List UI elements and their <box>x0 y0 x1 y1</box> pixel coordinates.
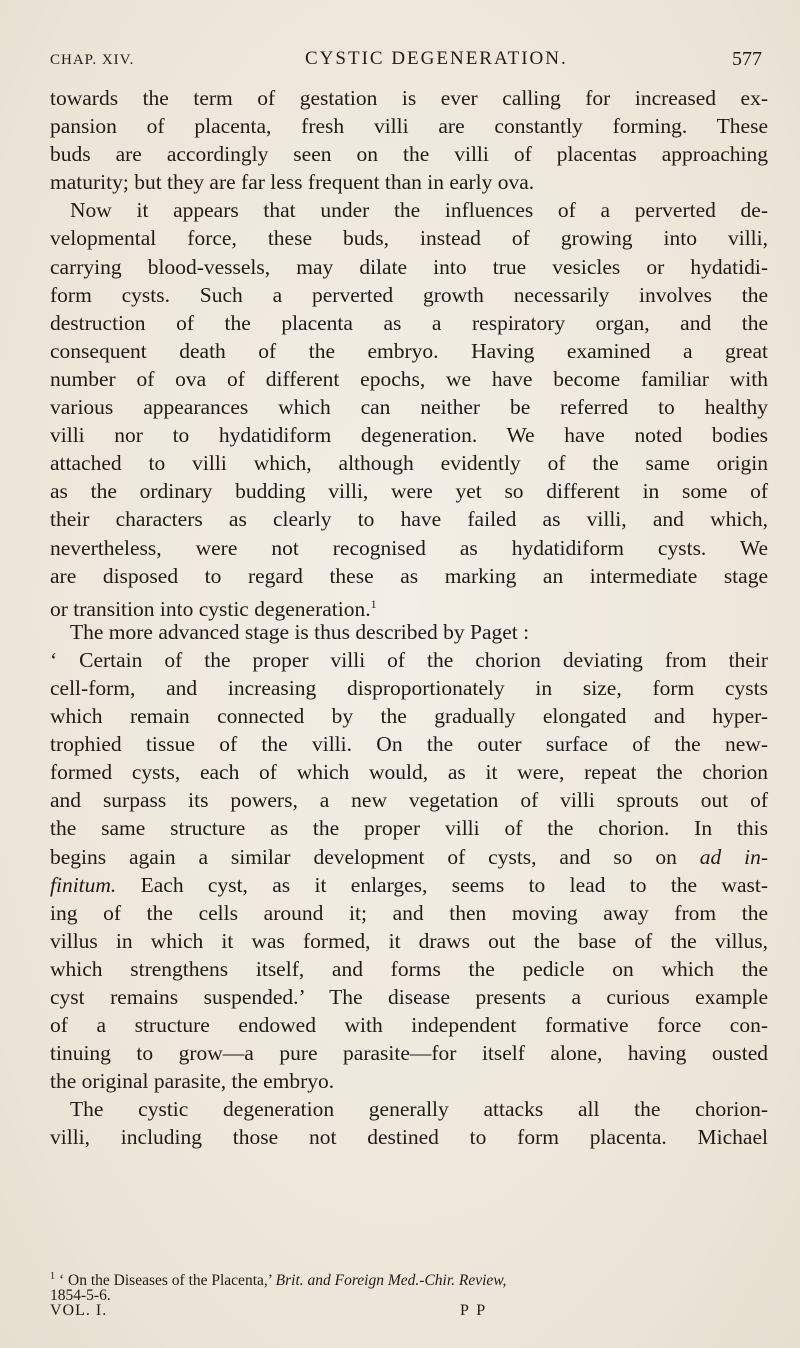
text-line <box>50 590 768 621</box>
line-text: towards the term of gestation is ever calling for increased ex- <box>50 86 768 110</box>
text-line <box>50 393 768 421</box>
chapter-label: CHAP. XIV. <box>50 52 135 68</box>
text-line <box>50 421 768 449</box>
signature-mark: P P <box>460 1302 488 1319</box>
text-line <box>50 730 768 758</box>
line-text: formed cysts, each of which would, as it were, repeat the chorion <box>50 760 768 785</box>
line-text: number of ova of different epochs, we have become familiar with <box>50 366 768 391</box>
text-line <box>50 562 768 590</box>
text-line <box>50 702 768 730</box>
text-line <box>50 365 768 393</box>
footnote-line-2: 1854-5-6. <box>50 1287 111 1304</box>
line-text: and surpass its powers, a new vegetation of villi sprouts out of <box>50 788 768 813</box>
footnote-line-1 <box>50 1267 768 1290</box>
line-text: pansion of placenta, fresh villi are constantly forming. These <box>50 114 768 139</box>
text-line <box>50 337 768 365</box>
line-text: begins again a similar development of cysts, and so on <box>50 844 677 869</box>
text-line <box>50 534 768 562</box>
footnote-journal: Brit. and Foreign Med.-Chir. Review, <box>275 1272 507 1290</box>
line-text: buds are accordingly seen on the villi of placentas approaching <box>50 142 768 167</box>
line-text: cyst remains suspended.’ The disease presents a curious example <box>50 985 768 1009</box>
text-line <box>50 112 768 140</box>
volume-label: VOL. I. <box>50 1302 108 1319</box>
line-text: Now it appears that under the influences of a perverted de- <box>70 198 768 223</box>
text-line <box>50 1039 768 1067</box>
line-text: ‘ Certain of the proper villi of the chorion deviating from their <box>50 647 768 672</box>
line-text: tinuing to grow—a pure parasite—for itself alone, having ousted <box>50 1041 768 1066</box>
line-text: carrying blood-vessels, may dilate into true vesicles or hydatidi- <box>50 254 768 279</box>
text-line <box>50 140 768 168</box>
text-line <box>50 646 768 674</box>
line-text: consequent death of the embryo. Having examined a great <box>50 338 768 363</box>
text-line <box>50 927 768 955</box>
text-line <box>50 786 768 814</box>
text-line <box>50 1123 768 1151</box>
text-line <box>50 899 768 927</box>
footnote-text: ‘ On the Diseases of the Placenta,’ <box>59 1272 276 1290</box>
line-text: attached to villi which, although evidently of the same origin <box>50 451 768 476</box>
text-line <box>50 1011 768 1039</box>
line-text: which remain connected by the gradually elongated and hyper- <box>50 704 768 729</box>
text-line <box>50 871 768 899</box>
signature-line <box>50 1302 570 1324</box>
line-text: as the ordinary budding villi, were yet so different in some of <box>50 479 768 504</box>
line-text: form cysts. Such a perverted growth necessarily involves the <box>50 282 768 307</box>
line-text: the same structure as the proper villi of the chorion. In this <box>50 816 768 841</box>
line-text: are disposed to regard these as marking an intermediate stage <box>50 563 768 588</box>
line-text: maturity; but they are far less frequent than in early ova. <box>50 170 535 195</box>
line-text: the original parasite, the embryo. <box>50 1069 335 1094</box>
text-line <box>50 253 768 281</box>
line-text: which strengthens itself, and forms the pedicle on which the <box>50 956 768 981</box>
text-line <box>50 1067 768 1095</box>
text-line <box>50 168 768 196</box>
text-line <box>50 224 768 252</box>
line-text: their characters as clearly to have failed as villi, and which, <box>50 507 768 532</box>
line-text: destruction of the placenta as a respiratory organ, and the <box>50 310 768 335</box>
text-line <box>50 196 768 224</box>
text-line <box>50 814 768 842</box>
body-text <box>50 84 768 1152</box>
italic-text: ad in- <box>699 844 768 869</box>
line-text: villi, including those not destined to form placenta. Michael <box>50 1125 768 1150</box>
line-text: villus in which it was formed, it draws out the base of the villus, <box>50 928 768 953</box>
line-text: velopmental force, these buds, instead of growing into villi, <box>50 226 768 251</box>
line-text: nevertheless, were not recognised as hydatidiform cysts. We <box>50 535 768 560</box>
footnote-reference: 1 <box>370 596 377 611</box>
line-text: of a structure endowed with independent formative force con- <box>50 1013 768 1038</box>
text-line <box>50 505 768 533</box>
text-line <box>50 477 768 505</box>
line-text: The cystic degeneration generally attacks all the chorion- <box>70 1097 768 1122</box>
running-title: CYSTIC DEGENERATION. <box>305 48 568 69</box>
text-line <box>50 309 768 337</box>
line-text: cell-form, and increasing disproportionately in size, form cysts <box>50 675 768 700</box>
line-text: The more advanced stage is thus described by Paget : <box>70 619 530 644</box>
italic-text: finitum. <box>50 872 117 897</box>
text-line <box>50 758 768 786</box>
running-head <box>50 48 770 74</box>
text-line <box>50 843 768 871</box>
text-line <box>50 281 768 309</box>
page-number: 577 <box>732 48 762 70</box>
line-text: various appearances which can neither be referred to healthy <box>50 395 768 420</box>
text-line <box>50 618 768 646</box>
line-text: trophied tissue of the villi. On the outer surface of the new- <box>50 732 768 757</box>
text-line <box>50 674 768 702</box>
text-line <box>50 955 768 983</box>
footnote <box>50 1267 768 1305</box>
footnote-mark: 1 <box>50 1271 55 1282</box>
line-text: villi nor to hydatidiform degeneration. We have noted bodies <box>50 423 768 448</box>
text-line <box>50 1095 768 1123</box>
text-line <box>50 84 768 112</box>
line-text: Each cyst, as it enlarges, seems to lead to the wast- <box>116 872 768 897</box>
text-line <box>50 983 768 1011</box>
line-text: ing of the cells around it; and then moving away from the <box>50 900 768 925</box>
line-text: or transition into cystic degeneration. <box>50 596 371 621</box>
text-line <box>50 449 768 477</box>
